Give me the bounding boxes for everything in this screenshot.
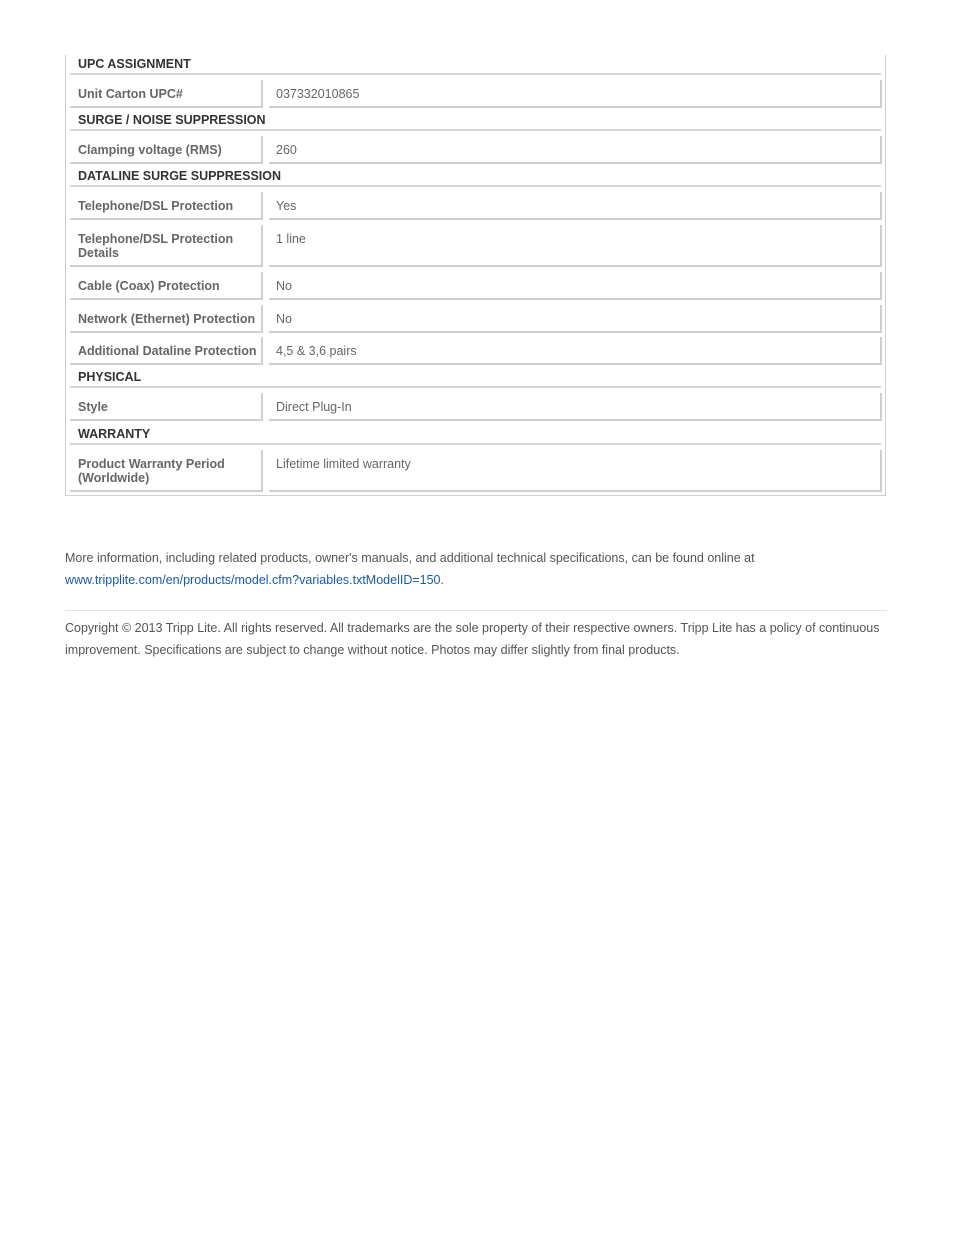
spec-label: Network (Ethernet) Protection [70,305,263,333]
table-row [70,272,882,300]
section-header-dataline-surge-suppression: DATALINE SURGE SUPPRESSION [70,168,881,187]
spec-label: Style [70,393,263,421]
table-row [70,305,882,333]
spec-value: Lifetime limited warranty [269,450,882,492]
table-row [70,136,882,164]
table-row [70,450,882,492]
table-row [70,393,882,421]
spec-label: Telephone/DSL Protection [70,192,263,220]
product-page-link[interactable]: www.tripplite.com/en/products/model.cfm?variables.txtModelID=150 [65,573,441,587]
footer-divider [65,610,887,611]
copyright-text: Copyright © 2013 Tripp Lite. All rights reserved. All trademarks are the sole property of their respective owners. Tripp Lite has a policy of continuous improvement. Specifications are subject to change without notice. Photos may differ slightly from final products. [65,621,880,657]
spec-label: Additional Dataline Protection [70,337,263,365]
spec-value: 037332010865 [269,80,882,108]
section-header-upc-assignment: UPC ASSIGNMENT [70,56,881,75]
spec-label: Telephone/DSL Protection Details [70,225,263,267]
table-row [70,192,882,220]
spec-label: Product Warranty Period (Worldwide) [70,450,263,492]
spec-label: Unit Carton UPC# [70,80,263,108]
spec-label: Cable (Coax) Protection [70,272,263,300]
table-row [70,225,882,267]
more-info-text: More information, including related products, owner's manuals, and additional technical specifications, can be found online at [65,551,755,565]
spec-value: No [269,305,882,333]
link-suffix: . [440,573,444,587]
spec-value: No [269,272,882,300]
section-header-surge-noise-suppression: SURGE / NOISE SUPPRESSION [70,112,881,131]
spec-value: Yes [269,192,882,220]
table-row [70,337,882,365]
spec-value: 1 line [269,225,882,267]
spec-value: 260 [269,136,882,164]
spec-value: Direct Plug-In [269,393,882,421]
section-header-physical: PHYSICAL [70,369,881,388]
section-header-warranty: WARRANTY [70,426,881,445]
more-info-paragraph [65,547,895,591]
table-row [70,80,882,108]
spec-value: 4,5 & 3,6 pairs [269,337,882,365]
spec-label: Clamping voltage (RMS) [70,136,263,164]
